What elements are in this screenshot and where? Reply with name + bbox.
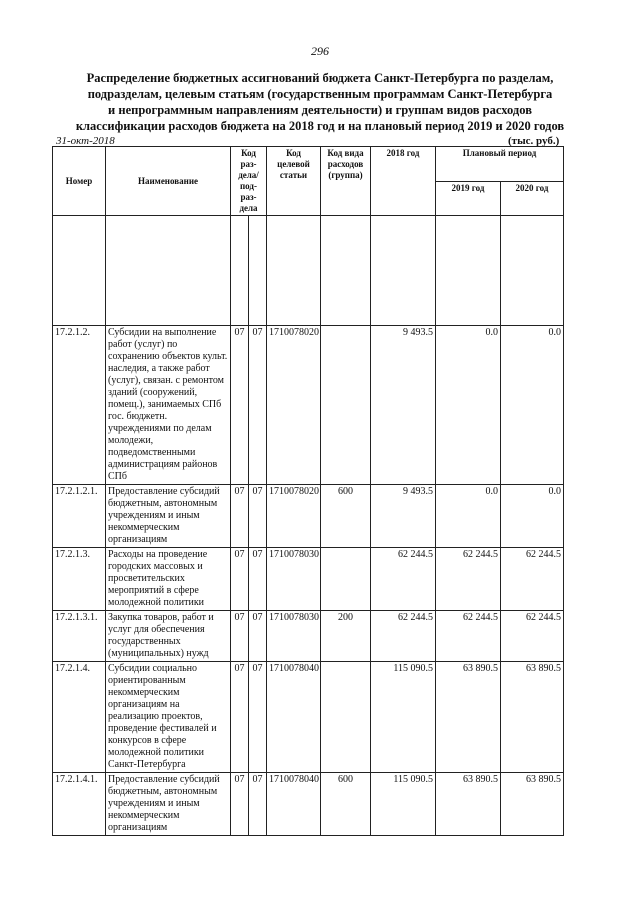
table-row bbox=[53, 548, 564, 611]
row-section: 07 bbox=[231, 485, 249, 548]
row-type bbox=[321, 548, 371, 611]
row-2019: 63 890.5 bbox=[436, 773, 501, 836]
row-name: Закупка товаров, работ и услуг для обеспечения государственных (муниципальных) нужд bbox=[106, 611, 231, 662]
row-type: 200 bbox=[321, 611, 371, 662]
header-number: Номер bbox=[53, 147, 106, 216]
row-2018: 115 090.5 bbox=[371, 773, 436, 836]
row-name: Расходы на проведение городских массовых и просветительских мероприятий в сфере молодежной политики bbox=[106, 548, 231, 611]
row-subsection: 07 bbox=[249, 611, 267, 662]
row-number: 17.2.1.2.1. bbox=[53, 485, 106, 548]
header-name: Наименование bbox=[106, 147, 231, 216]
header-type: Код вида расходов (группа) bbox=[321, 147, 371, 216]
row-2018: 9 493.5 bbox=[371, 485, 436, 548]
row-number: 17.2.1.2. bbox=[53, 326, 106, 485]
row-target: 1710078020 bbox=[267, 485, 321, 548]
row-name: Предоставление субсидий бюджетным, автономным учреждениям и иным некоммерческим организациям bbox=[106, 773, 231, 836]
row-section: 07 bbox=[231, 662, 249, 773]
row-target: 1710078040 bbox=[267, 662, 321, 773]
header-planned: Плановый период bbox=[436, 147, 564, 182]
header-2018: 2018 год bbox=[371, 147, 436, 216]
row-subsection: 07 bbox=[249, 485, 267, 548]
table-row bbox=[53, 326, 564, 485]
row-type bbox=[321, 326, 371, 485]
table-row bbox=[53, 773, 564, 836]
row-number: 17.2.1.4.1. bbox=[53, 773, 106, 836]
row-section: 07 bbox=[231, 773, 249, 836]
table-row bbox=[53, 611, 564, 662]
budget-table bbox=[52, 146, 564, 836]
row-name: Субсидии социально ориентированным некоммерческим организациям на реализацию проектов, проведение фестивалей и конкурсов в сфере молодежной политики Санкт-Петербурга bbox=[106, 662, 231, 773]
title-line: классификации расходов бюджета на 2018 год и на плановый период 2019 и 2020 годов bbox=[75, 119, 565, 133]
header-section: Код раз-дела/ под-раз-дела bbox=[231, 147, 267, 216]
title-line: и непрограммным направлениям деятельности) и группам видов расходов bbox=[108, 103, 532, 117]
row-number: 17.2.1.3.1. bbox=[53, 611, 106, 662]
row-2020: 0.0 bbox=[501, 326, 564, 485]
row-2019: 63 890.5 bbox=[436, 662, 501, 773]
row-number: 17.2.1.3. bbox=[53, 548, 106, 611]
row-target: 1710078030 bbox=[267, 548, 321, 611]
header-spacer-row bbox=[53, 216, 564, 326]
row-subsection: 07 bbox=[249, 773, 267, 836]
row-section: 07 bbox=[231, 326, 249, 485]
row-subsection: 07 bbox=[249, 548, 267, 611]
table-header bbox=[53, 147, 564, 216]
row-subsection: 07 bbox=[249, 662, 267, 773]
header-target: Код целевой статьи bbox=[267, 147, 321, 216]
row-2020: 63 890.5 bbox=[501, 773, 564, 836]
row-2020: 0.0 bbox=[501, 485, 564, 548]
units-label: (тыс. руб.) bbox=[508, 135, 560, 147]
row-2019: 0.0 bbox=[436, 485, 501, 548]
row-2020: 62 244.5 bbox=[501, 611, 564, 662]
header-2019: 2019 год bbox=[436, 181, 501, 216]
row-2019: 62 244.5 bbox=[436, 548, 501, 611]
header-2020: 2020 год bbox=[501, 181, 564, 216]
page-number: 296 bbox=[311, 44, 329, 58]
row-type bbox=[321, 662, 371, 773]
document-date: 31-окт-2018 bbox=[56, 135, 115, 147]
row-number: 17.2.1.4. bbox=[53, 662, 106, 773]
row-2020: 63 890.5 bbox=[501, 662, 564, 773]
row-name: Предоставление субсидий бюджетным, автономным учреждениям и иным некоммерческим организациям bbox=[106, 485, 231, 548]
row-2020: 62 244.5 bbox=[501, 548, 564, 611]
row-type: 600 bbox=[321, 773, 371, 836]
row-subsection: 07 bbox=[249, 326, 267, 485]
row-target: 1710078040 bbox=[267, 773, 321, 836]
row-2018: 62 244.5 bbox=[371, 548, 436, 611]
title-line: Распределение бюджетных ассигнований бюджета Санкт-Петербурга по разделам, bbox=[86, 71, 554, 85]
title-line: подразделам, целевым статьям (государственным программам Санкт-Петербурга bbox=[87, 87, 553, 101]
table-row bbox=[53, 662, 564, 773]
row-2019: 62 244.5 bbox=[436, 611, 501, 662]
row-2019: 0.0 bbox=[436, 326, 501, 485]
row-name: Субсидии на выполнение работ (услуг) по сохранению объектов культ. наследия, а также работ (услуг), связан. с ремонтом зданий (сооружений, помещ.), занимаемых СПб гос. бюджетн. учреждениями по делам молодежи, подведомственными администрациям районов СПб bbox=[106, 326, 231, 485]
row-target: 1710078030 bbox=[267, 611, 321, 662]
document-title bbox=[60, 70, 580, 134]
row-type: 600 bbox=[321, 485, 371, 548]
row-2018: 9 493.5 bbox=[371, 326, 436, 485]
row-section: 07 bbox=[231, 548, 249, 611]
row-section: 07 bbox=[231, 611, 249, 662]
row-2018: 62 244.5 bbox=[371, 611, 436, 662]
row-2018: 115 090.5 bbox=[371, 662, 436, 773]
table-row bbox=[53, 485, 564, 548]
row-target: 1710078020 bbox=[267, 326, 321, 485]
